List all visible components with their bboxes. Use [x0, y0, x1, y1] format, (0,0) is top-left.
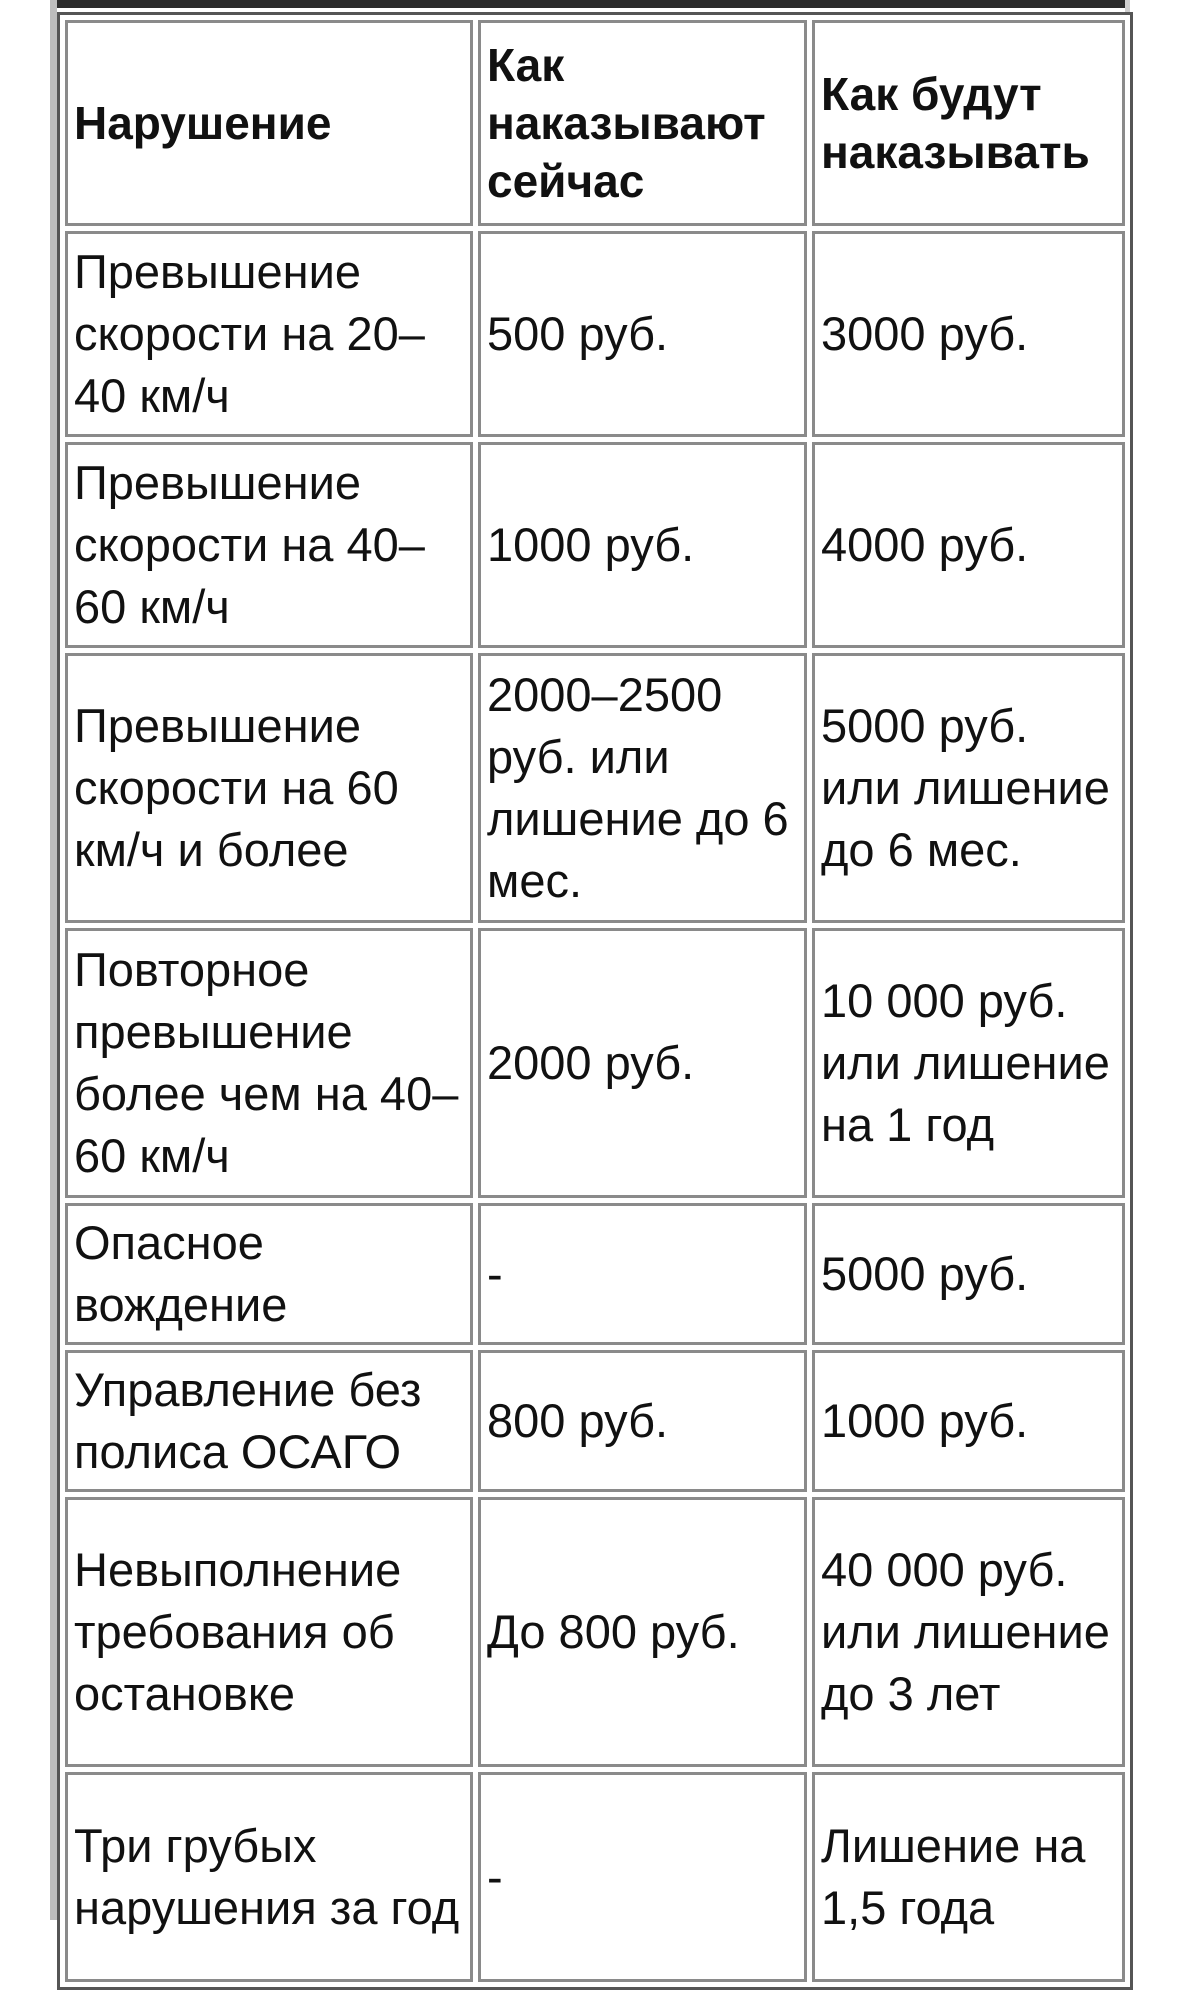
left-edge	[50, 0, 57, 1920]
current-penalty-cell: 2000 руб.	[478, 928, 807, 1198]
header-violation: Нарушение	[65, 20, 473, 226]
table-row	[65, 928, 1125, 1198]
future-penalty-cell: 5000 руб.	[812, 1203, 1125, 1345]
future-penalty-cell: 3000 руб.	[812, 231, 1125, 437]
table-row	[65, 653, 1125, 923]
violation-cell: Превышение скорости на 40–60 км/ч	[65, 442, 473, 648]
table-row	[65, 442, 1125, 648]
table-row	[65, 1350, 1125, 1492]
violation-cell: Опасное вождение	[65, 1203, 473, 1345]
future-penalty-cell: 4000 руб.	[812, 442, 1125, 648]
table-row	[65, 231, 1125, 437]
header-future-penalty: Как будут наказывать	[812, 20, 1125, 226]
future-penalty-cell: 10 000 руб. или лишение на 1 год	[812, 928, 1125, 1198]
current-penalty-cell: 500 руб.	[478, 231, 807, 437]
violation-cell: Повторное превышение более чем на 40–60 км/ч	[65, 928, 473, 1198]
violation-cell: Превышение скорости на 60 км/ч и более	[65, 653, 473, 923]
table-row	[65, 1497, 1125, 1767]
violation-cell: Управление без полиса ОСАГО	[65, 1350, 473, 1492]
top-edge-bar	[50, 0, 1180, 8]
current-penalty-cell: 800 руб.	[478, 1350, 807, 1492]
current-penalty-cell: 1000 руб.	[478, 442, 807, 648]
future-penalty-cell: 1000 руб.	[812, 1350, 1125, 1492]
table-header-row	[65, 20, 1125, 226]
header-current-penalty: Как наказывают сейчас	[478, 20, 807, 226]
table-row	[65, 1772, 1125, 1982]
current-penalty-cell: До 800 руб.	[478, 1497, 807, 1767]
future-penalty-cell: Лишение на 1,5 года	[812, 1772, 1125, 1982]
violation-cell: Невыполнение требования об остановке	[65, 1497, 473, 1767]
table-row	[65, 1203, 1125, 1345]
future-penalty-cell: 40 000 руб. или лишение до 3 лет	[812, 1497, 1125, 1767]
violation-cell: Превышение скорости на 20–40 км/ч	[65, 231, 473, 437]
penalties-table	[57, 12, 1133, 1990]
current-penalty-cell: 2000–2500 руб. или лишение до 6 мес.	[478, 653, 807, 923]
violation-cell: Три грубых нарушения за год	[65, 1772, 473, 1982]
future-penalty-cell: 5000 руб. или лишение до 6 мес.	[812, 653, 1125, 923]
right-edge	[1125, 0, 1180, 1920]
current-penalty-cell: -	[478, 1772, 807, 1982]
current-penalty-cell: -	[478, 1203, 807, 1345]
